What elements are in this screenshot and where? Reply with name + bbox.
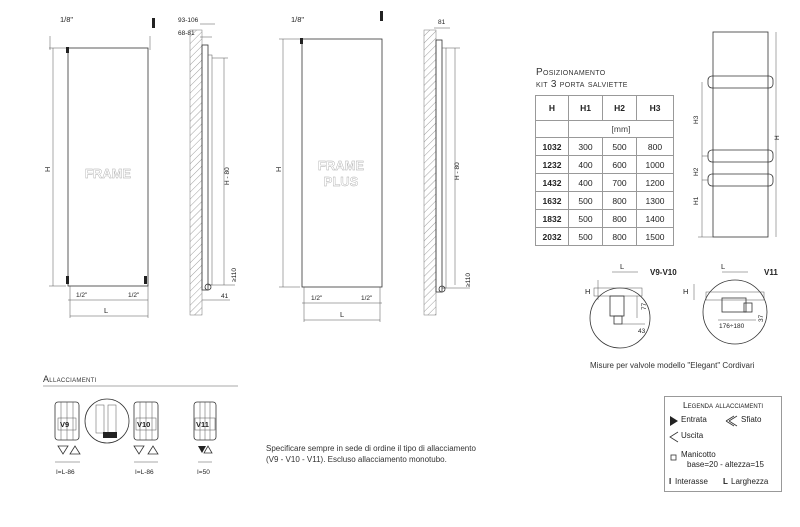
valve-left-l: L — [620, 262, 625, 271]
unit-cell: [mm] — [569, 121, 674, 138]
cell: 400 — [569, 174, 603, 192]
valve-left-h: H — [585, 287, 591, 296]
cell: 800 — [603, 228, 637, 246]
valve-right-title: V11 — [764, 268, 778, 277]
cell: 500 — [569, 192, 603, 210]
valve-detail-v11 — [683, 262, 778, 344]
cell: 1300 — [637, 192, 674, 210]
frame-front-view — [43, 15, 155, 318]
valve-right-l: L — [721, 262, 726, 271]
cell: 500 — [569, 228, 603, 246]
cell: 800 — [603, 210, 637, 228]
towel-rail-middle — [708, 150, 773, 162]
valve-dim-176: 176÷180 — [719, 323, 745, 330]
frameplus-dim-top: 81 — [438, 19, 446, 26]
rail-h1-label: H1 — [693, 196, 700, 205]
air-vent-mark — [152, 18, 155, 28]
conn-v11-label: V11 — [196, 420, 209, 429]
cell: 500 — [569, 210, 603, 228]
conn-v9-label: V9 — [60, 420, 70, 429]
frameplus-model-line2: PLUS — [323, 174, 359, 189]
col-header-h3: H3 — [637, 96, 674, 121]
col-header-h1: H1 — [569, 96, 603, 121]
frameplus-side-view — [424, 19, 472, 315]
rail-h-label: H — [774, 135, 781, 140]
towel-rail-bottom — [708, 174, 773, 186]
frameplus-pipe-right: 1/2" — [361, 295, 373, 302]
connection-v9 — [55, 402, 80, 476]
towel-rail-position-table — [535, 95, 674, 246]
frameplus-width-dim: L — [340, 310, 345, 319]
frame-pipe-right: 1/2" — [128, 292, 140, 299]
connections-title: Allacciamenti — [43, 374, 97, 384]
frame-dim-inner: 68-81 — [178, 30, 195, 37]
cell: 1232 — [536, 156, 569, 174]
positioning-title-line1: Posizionamento — [536, 67, 606, 78]
frame-inner-height: H - 80 — [224, 167, 231, 185]
valve-dim-37: 37 — [758, 314, 765, 322]
cell: 1432 — [536, 174, 569, 192]
cell: 1400 — [637, 210, 674, 228]
cell: 1032 — [536, 138, 569, 156]
conn-v10-label: V10 — [137, 420, 151, 429]
valve-right-h: H — [683, 287, 689, 296]
cell: 600 — [603, 156, 637, 174]
frame-height-dim: H — [43, 166, 52, 172]
conn-v9-interaxis: I=L-86 — [56, 469, 75, 476]
legend-manicotto-size: base=20 - altezza=15 — [687, 460, 764, 469]
towel-rail-top — [708, 76, 773, 88]
cell: 800 — [603, 192, 637, 210]
connection-v11 — [194, 402, 216, 476]
frame-dim-outer: 93-106 — [178, 17, 199, 24]
table-row — [536, 156, 674, 174]
frameplus-front-view — [274, 11, 383, 322]
valve-dim-43: 43 — [638, 328, 646, 335]
frame-side-view — [178, 17, 238, 315]
cell: 1832 — [536, 210, 569, 228]
cell: 1000 — [637, 156, 674, 174]
frameplus-offset: ≥110 — [465, 273, 472, 287]
legend-manicotto: Manicotto — [681, 450, 716, 459]
legend-sfiato: Sfiato — [741, 415, 762, 424]
col-header-h2: H2 — [603, 96, 637, 121]
cell: 500 — [603, 138, 637, 156]
frameplus-height-dim: H — [274, 166, 283, 172]
valve-dim-77: 77 — [641, 302, 648, 310]
frame-model-label: FRAME — [84, 166, 132, 181]
cell: 1632 — [536, 192, 569, 210]
connections-legend — [664, 396, 782, 492]
positioning-title — [536, 67, 628, 91]
table-row — [536, 192, 674, 210]
frameplus-model-line1: FRAME — [317, 158, 365, 173]
table-row — [536, 138, 674, 156]
frame-width-dim: L — [104, 306, 109, 315]
frameplus-top-note: 1/8" — [291, 15, 305, 24]
conn-v11-interaxis: I=50 — [197, 469, 210, 476]
cell: 800 — [637, 138, 674, 156]
rail-h3-label: H3 — [693, 115, 700, 124]
valve-detail-v9-v10 — [585, 262, 677, 348]
cell: 400 — [569, 156, 603, 174]
frame-depth: 41 — [221, 293, 229, 300]
cell: 300 — [569, 138, 603, 156]
frame-top-note: 1/8" — [60, 15, 74, 24]
frameplus-pipe-left: 1/2" — [311, 295, 323, 302]
rail-h2-label: H2 — [693, 167, 700, 176]
col-header-h: H — [536, 96, 569, 121]
legend-l-symbol: L — [723, 477, 728, 486]
frame-offset: ≥110 — [231, 268, 238, 282]
cell: 1200 — [637, 174, 674, 192]
conn-v10-interaxis: I=L-86 — [135, 469, 154, 476]
valve-left-title: V9-V10 — [650, 268, 677, 277]
towel-rail-drawing — [693, 32, 781, 237]
connection-detail-zoom — [85, 399, 129, 443]
order-specification-note: Specificare sempre in sede di ordine il tipo di allacciamento (V9 - V10 - V11). Escluso allacciamento monotubo. — [266, 444, 476, 464]
table-row — [536, 210, 674, 228]
legend-interasse: Interasse — [675, 477, 708, 486]
positioning-title-line2: kit 3 porta salviette — [536, 79, 628, 90]
cell: 1500 — [637, 228, 674, 246]
valve-note: Misure per valvole modello "Elegant" Cordivari — [590, 361, 755, 370]
conn-detail-83: 83 — [108, 430, 117, 439]
legend-entrata: Entrata — [681, 415, 707, 424]
frameplus-inner-height: H - 80 — [454, 162, 461, 180]
cell: 2032 — [536, 228, 569, 246]
connection-v10 — [134, 402, 158, 476]
table-row — [536, 228, 674, 246]
table-row — [536, 174, 674, 192]
legend-i-symbol: I — [669, 477, 672, 486]
legend-uscita: Uscita — [681, 431, 704, 440]
cell: 700 — [603, 174, 637, 192]
legend-larghezza: Larghezza — [731, 477, 769, 486]
legend-title: Legenda allacciamenti — [682, 400, 764, 410]
frame-pipe-left: 1/2" — [76, 292, 88, 299]
